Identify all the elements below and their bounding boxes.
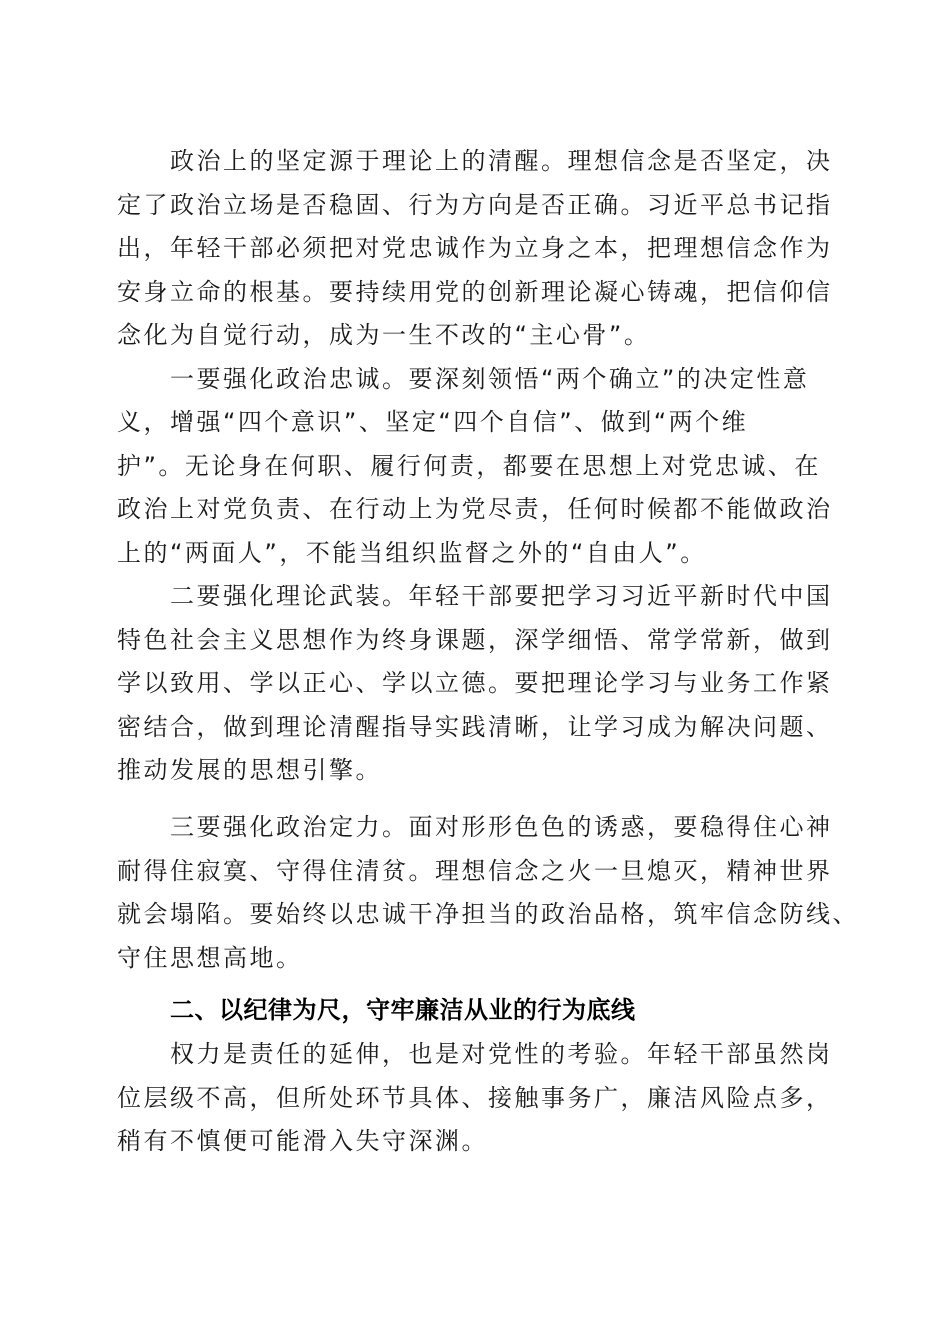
paragraph-1-line-1: 政治上的坚定源于理论上的清醒。理想信念是否坚定，决 [170,147,833,175]
paragraph-1-line-3: 出，年轻干部必须把对党忠诚作为立身之本，把理想信念作为 [117,234,833,262]
paragraph-2-line-2: 义，增强“四个意识”、坚定“四个自信”、做到“两个维 [117,408,749,436]
paragraph-3-line-1: 二要强化理论武装。年轻干部要把学习习近平新时代中国 [170,582,833,610]
paragraph-3-line-2: 特色社会主义思想作为终身课题，深学细悟、常学常新，做到 [117,626,833,654]
paragraph-4-line-3: 就会塌陷。要始终以忠诚干净担当的政治品格，筑牢信念防线、 [117,900,859,928]
paragraph-5-line-3: 稍有不慎便可能滑入失守深渊。 [117,1127,488,1155]
section-heading-2: 二、以纪律为尺，守牢廉洁从业的行为底线 [170,996,636,1024]
paragraph-4-line-4: 守住思想高地。 [117,944,303,972]
paragraph-3-line-4: 密结合，做到理论清醒指导实践清晰，让学习成为解决问题、 [117,713,833,741]
paragraph-1-line-4: 安身立命的根基。要持续用党的创新理论凝心铸魂，把信仰信 [117,278,833,306]
paragraph-2-line-3: 护”。无论身在何职、履行何责，都要在思想上对党忠诚、在 [117,452,821,480]
paragraph-1-line-2: 定了政治立场是否稳固、行为方向是否正确。习近平总书记指 [117,191,833,219]
paragraph-4-line-2: 耐得住寂寞、守得住清贫。理想信念之火一旦熄灭，精神世界 [117,857,833,885]
paragraph-1-line-5: 念化为自觉行动，成为一生不改的“主心骨”。 [117,321,651,349]
paragraph-3-line-3: 学以致用、学以正心、学以立德。要把理论学习与业务工作紧 [117,669,833,697]
paragraph-5-line-2: 位层级不高，但所处环节具体、接触事务广，廉洁风险点多， [117,1084,833,1112]
paragraph-2-line-1: 一要强化政治忠诚。要深刻领悟“两个确立”的决定性意 [170,365,810,393]
paragraph-2-line-4: 政治上对党负责、在行动上为党尽责，任何时候都不能做政治 [117,495,833,523]
paragraph-4-line-1: 三要强化政治定力。面对形形色色的诱惑，要稳得住心神 [170,813,833,841]
paragraph-5-line-1: 权力是责任的延伸，也是对党性的考验。年轻干部虽然岗 [170,1040,833,1068]
paragraph-3-line-5: 推动发展的思想引擎。 [117,756,382,784]
paragraph-2-line-5: 上的“两面人”，不能当组织监督之外的“自由人”。 [117,539,707,567]
